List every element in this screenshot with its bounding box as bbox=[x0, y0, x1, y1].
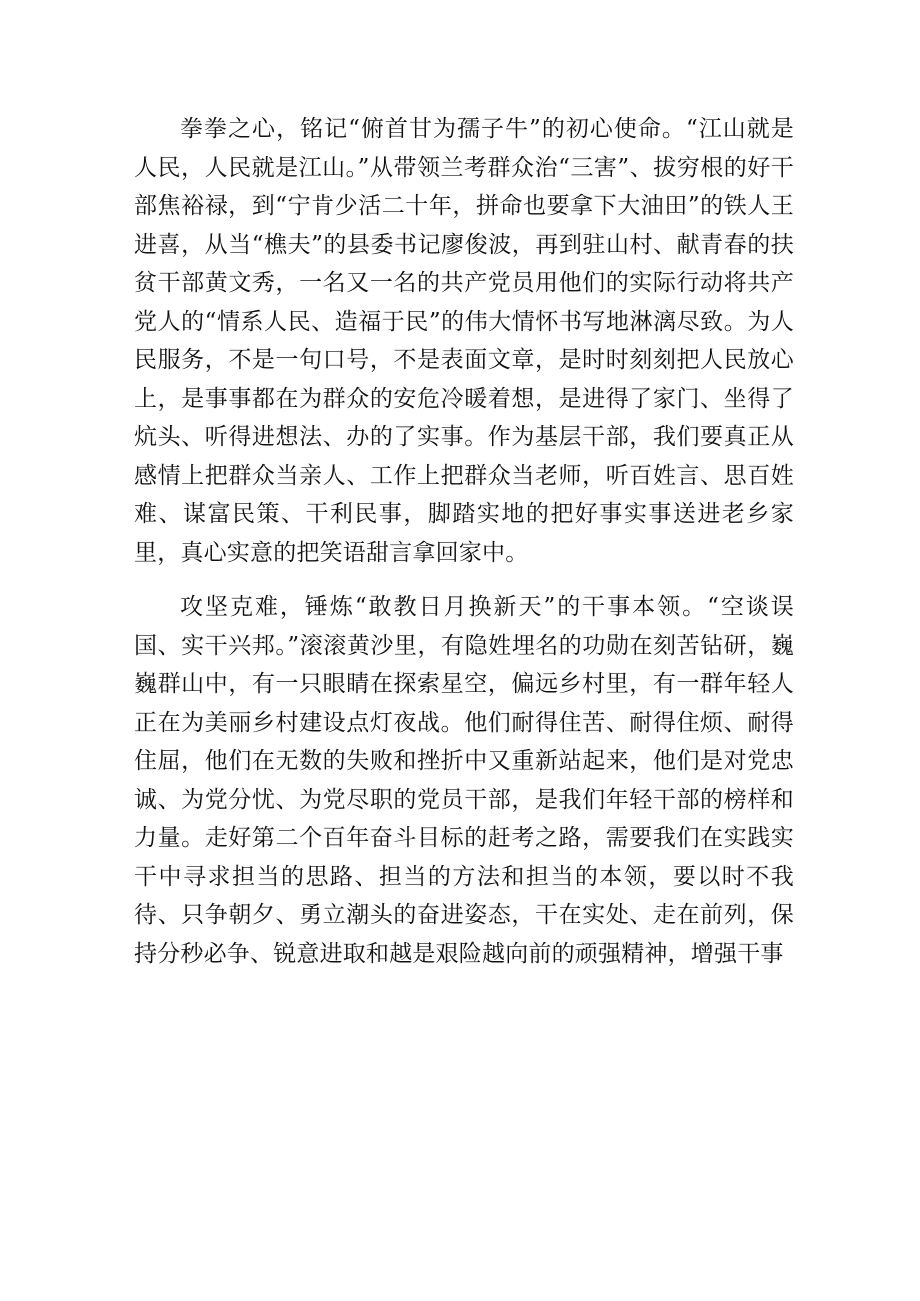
document-body bbox=[134, 110, 794, 973]
paragraph-overcome-difficulties: 攻坚克难，锤炼“敢教日月换新天”的干事本领。“空谈误国、实干兴邦。”滚滚黄沙里，有隐姓埋名的功勋在刻苦钻研，巍巍群山中，有一只眼睛在探索星空，偏远乡村里，有一群年轻人正在为美丽乡村建设点灯夜战。他们耐得住苦、耐得住烦、耐得住屈，他们在无数的失败和挫折中又重新站起来，他们是对党忠诚、为党分忧、为党尽职的党员干部，是我们年轻干部的榜样和力量。走好第二个百年奋斗目标的赶考之路，需要我们在实践实干中寻求担当的思路、担当的方法和担当的本领，要以时不我待、只争朝夕、勇立潮头的奋进姿态，干在实处、走在前列，保持分秒必争、锐意进取和越是艰险越向前的顽强精神，增强干事 bbox=[134, 594, 794, 967]
paragraph-serve-people: 拳拳之心，铭记“俯首甘为孺子牛”的初心使命。“江山就是人民，人民就是江山。”从带领兰考群众治“三害”、拔穷根的好干部焦裕禄，到“宁肯少活二十年，拼命也要拿下大油田”的铁人王进喜，从当“樵夫”的县委书记廖俊波，再到驻山村、献青春的扶贫干部黄文秀，一名又一名的共产党员用他们的实际行动将共产党人的“情系人民、造福于民”的伟大情怀书写地淋漓尽致。为人民服务，不是一句口号，不是表面文章，是时时刻刻把人民放心上，是事事都在为群众的安危冷暖着想，是进得了家门、坐得了炕头、听得进想法、办的了实事。作为基层干部，我们要真正从感情上把群众当亲人、工作上把群众当老师，听百姓言、思百姓难、谋富民策、干利民事，脚踏实地的把好事实事送进老乡家里，真心实意的把笑语甜言拿回家中。 bbox=[134, 116, 794, 566]
